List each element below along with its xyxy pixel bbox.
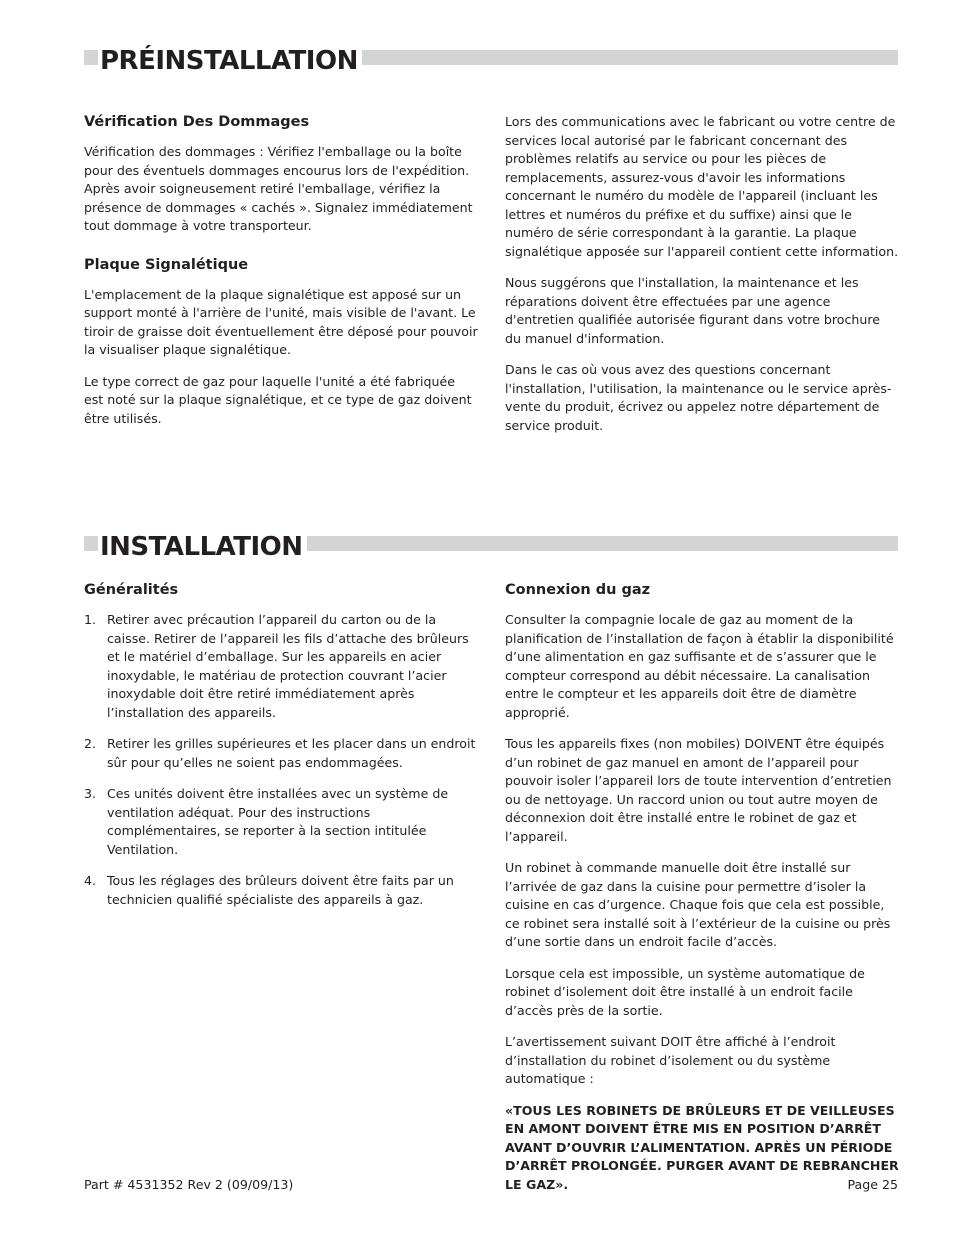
paragraph-warning-notice: L’avertissement suivant DOIT être affiché à l’endroit d’installation du robinet d’isolement ou du système automatique : bbox=[505, 1034, 836, 1086]
gas-connection-column bbox=[505, 581, 899, 1207]
installation-banner bbox=[84, 506, 898, 564]
general-column bbox=[84, 581, 478, 922]
paragraph-rating-plate-gas-type: Le type correct de gaz pour laquelle l'unité a été fabriquée est noté sur la plaque signalétique, et ce type de gaz doivent être utilisés. bbox=[84, 373, 472, 426]
section-title-preinstallation: PRÉINSTALLATION bbox=[98, 48, 362, 74]
paragraph-service-agency: Nous suggérons que l'installation, la maintenance et les réparations doivent être effectuées par une agence d'entretien qualifiée autorisée figurant dans votre brochure du manuel d'information. bbox=[505, 275, 881, 346]
paragraph-rating-plate-location: L'emplacement de la plaque signalétique est apposé sur un support monté à l'arrière de l'unité, mais visible de l'avant. Le tiroir de graisse doit éventuellement être déposé pour pouvoir la visualiser plaque signalétique. bbox=[84, 286, 478, 357]
paragraph-gas-supply: Consulter la compagnie locale de gaz au moment de la planification de l’installation de façon à établir la disponibilité d’une alimentation en gaz suffisante et de s’assurer que le compteur correspond au débit nécessaire. La canalisation entre le compteur et les appareils doit être de diamètre approprié. bbox=[505, 612, 894, 720]
list-item bbox=[84, 785, 478, 859]
paragraph-manual-valve: Tous les appareils fixes (non mobiles) DOIVENT être équipés d’un robinet de gaz manuel en amont de l’appareil pour pouvoir isoler l’appareil lors de toute intervention d’entretien ou de nettoyage. Un raccord union ou tout autre moyen de déconnexion doit être installé entre le robinet de gaz et l’appareil. bbox=[505, 736, 892, 844]
paragraph-automatic-valve: Lorsque cela est impossible, un système automatique de robinet d’isolement doit être installé à un endroit facile d’accès près de la sortie. bbox=[505, 965, 865, 1018]
preinstallation-banner bbox=[84, 20, 898, 78]
footer-part-number: Part # 4531352 Rev 2 (09/09/13) bbox=[84, 1177, 294, 1192]
section-title-installation: INSTALLATION bbox=[98, 534, 307, 560]
list-item-text: Retirer avec précaution l’appareil du carton ou de la caisse. Retirer de l’appareil les fils d’attache des brûleurs et le matériel d’emballage. Sur les appareils en acier inoxydable, le matériau de protection couvrant l’acier inoxydable doit être retiré immédiatement après l’installation des appareils. bbox=[107, 612, 469, 720]
general-steps-list bbox=[84, 611, 478, 909]
list-item bbox=[84, 872, 478, 909]
heading-gas-connection: Connexion du gaz bbox=[505, 582, 651, 598]
preinstallation-right-column bbox=[505, 113, 899, 448]
paragraph-kitchen-valve: Un robinet à commande manuelle doit être installé sur l’arrivée de gaz dans la cuisine pour permettre d’isoler la cuisine en cas d’urgence. Chaque fois que cela est possible, ce robinet sera installé soit à l’extérieur de la cuisine ou près d’une sortie dans un endroit facile d’accès. bbox=[505, 860, 891, 949]
list-item-number: 1. bbox=[84, 612, 97, 627]
warning-text: «TOUS LES ROBINETS DE BRÛLEURS ET DE VEILLEUSES EN AMONT DOIVENT ÊTRE MIS EN POSITION D’ARRÊT AVANT D’OUVRIR L’ALIMENTATION. APRÈS UN PÉRIODE D’ARRÊT PROLONGÉE. PURGER AVANT DE REBRANCHER LE GAZ». bbox=[505, 1102, 899, 1192]
preinstallation-left-column bbox=[84, 113, 478, 441]
footer-page-number: Page 25 bbox=[847, 1177, 898, 1192]
list-item-text: Tous les réglages des brûleurs doivent être faits par un technicien qualifié spécialiste des appareils à gaz. bbox=[107, 873, 454, 907]
list-item-number: 2. bbox=[84, 736, 97, 751]
list-item bbox=[84, 735, 478, 772]
paragraph-questions: Dans le cas où vous avez des questions concernant l'installation, l'utilisation, la maintenance ou le service après-vente du produit, écrivez ou appelez notre département de service produit. bbox=[505, 362, 892, 433]
list-item-text: Ces unités doivent être installées avec un système de ventilation adéquat. Pour des instructions complémentaires, se reporter à la section intitulée Ventilation. bbox=[107, 786, 449, 857]
paragraph-damage-check: Vérification des dommages : Vérifiez l'emballage ou la boîte pour des éventuels dommages encourus lors de l'expédition. Après avoir soigneusement retiré l'emballage, vérifiez la présence de dommages « cachés ». Signalez immédiatement tout dommage à votre transporteur. bbox=[84, 144, 473, 233]
list-item-number: 3. bbox=[84, 786, 97, 801]
heading-rating-plate: Plaque Signalétique bbox=[84, 256, 249, 273]
paragraph-manufacturer-contact: Lors des communications avec le fabricant ou votre centre de services local autorisé par le fabricant concernant des problèmes relatifs au service ou pour les pièces de remplacements, assurez-vous d'avoir les informations concernant le numéro du modèle de l'appareil (incluant les lettres et numéros du préfixe et du suffixe) ainsi que le numéro de série correspondant à la garantie. La plaque signalétique apposée sur l'appareil contient cette information. bbox=[505, 114, 899, 259]
list-item bbox=[84, 611, 478, 722]
list-item-text: Retirer les grilles supérieures et les placer dans un endroit sûr pour qu’elles ne soient pas endommagées. bbox=[107, 736, 476, 770]
heading-damage-check: Vérification Des Dommages bbox=[84, 114, 310, 130]
heading-general: Généralités bbox=[84, 582, 179, 598]
list-item-number: 4. bbox=[84, 873, 97, 888]
